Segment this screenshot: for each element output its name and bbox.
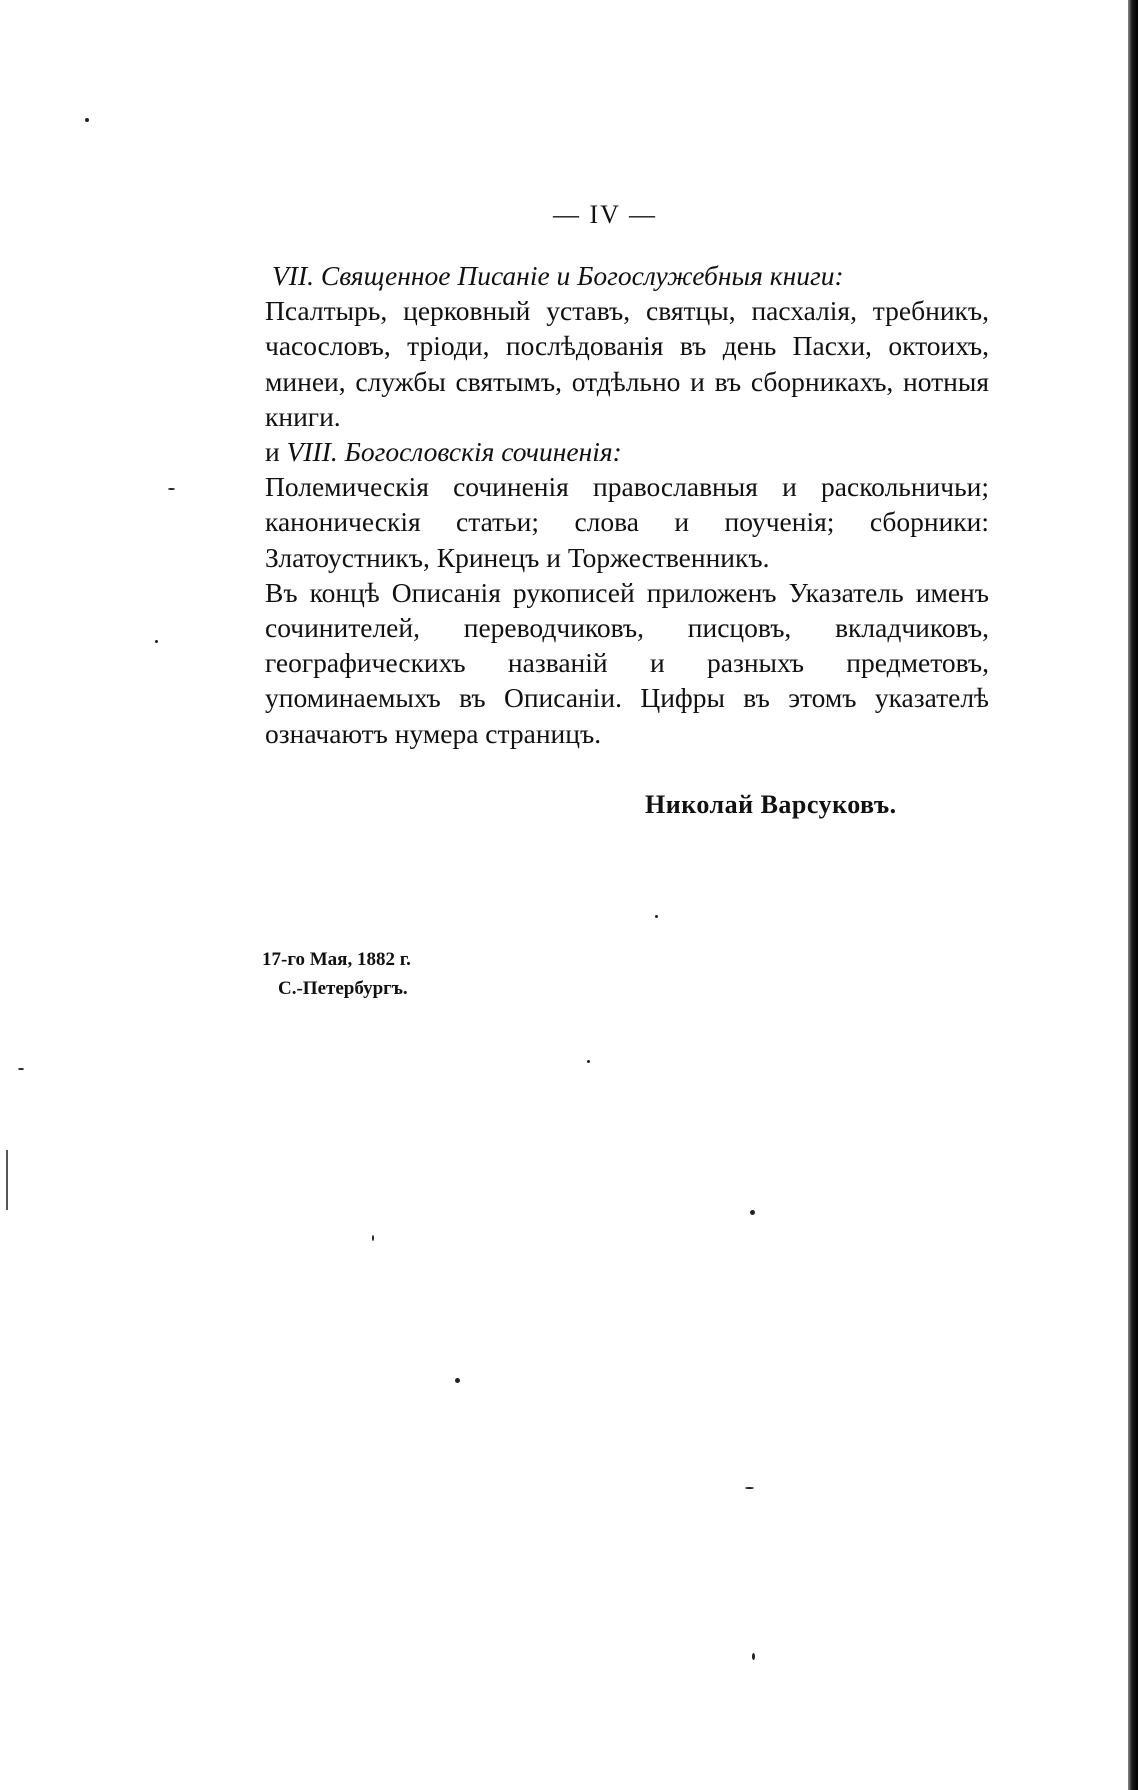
author-signature: Николай Варсуковъ.	[645, 790, 897, 819]
index-note: Въ концѣ Описанія рукописей приложенъ Указатель именъ сочинителей, переводчиковъ, писцовъ, вкладчиковъ, географическихъ названій и разныхъ предметовъ, упоминаемыхъ въ Описаніи. Цифры въ этомъ указателѣ означаютъ нумера страницъ.	[265, 576, 989, 749]
scan-speck	[655, 915, 658, 918]
scan-speck	[750, 1210, 755, 1215]
dateline	[262, 945, 411, 1003]
date-text: 17-го Мая, 1882 г.	[262, 949, 411, 970]
scan-speck	[455, 1378, 460, 1383]
section-text-vii: Псалтырь, церковный уставъ, святцы, пасхалія, требникъ, часословъ, тріоди, послѣдованія въ день Пасхи, октоихъ, минеи, службы святымъ, отдѣльно и въ сборникахъ, нотныя книги.	[265, 295, 989, 432]
section-heading-viii-line	[265, 434, 989, 469]
scan-speck	[155, 640, 158, 643]
page-number: — IV —	[553, 200, 657, 229]
scan-speck	[372, 1235, 374, 1241]
scan-speck	[85, 118, 89, 122]
main-text	[265, 258, 989, 751]
section-text-viii: Полемическія сочиненія православныя и раскольничьи; каноническія статьи; слова и поученія; сборники: Златоустникъ, Кринецъ и Торжественникъ.	[265, 471, 989, 573]
scan-speck	[587, 1060, 590, 1063]
scan-speck	[18, 1068, 24, 1070]
heading-prefix: и	[265, 436, 280, 468]
page-binding-edge	[1128, 0, 1138, 1790]
scan-speck	[168, 488, 175, 490]
section-heading-viii: VIII. Богословскія сочиненія:	[286, 436, 622, 468]
scan-speck	[752, 1653, 755, 1660]
scan-speck	[745, 1487, 754, 1489]
section-heading-vii: VII. Священное Писаніе и Богослужебныя книги:	[272, 260, 844, 291]
page-left-mark	[6, 1150, 8, 1210]
place-text: С.-Петербургъ.	[278, 978, 408, 999]
